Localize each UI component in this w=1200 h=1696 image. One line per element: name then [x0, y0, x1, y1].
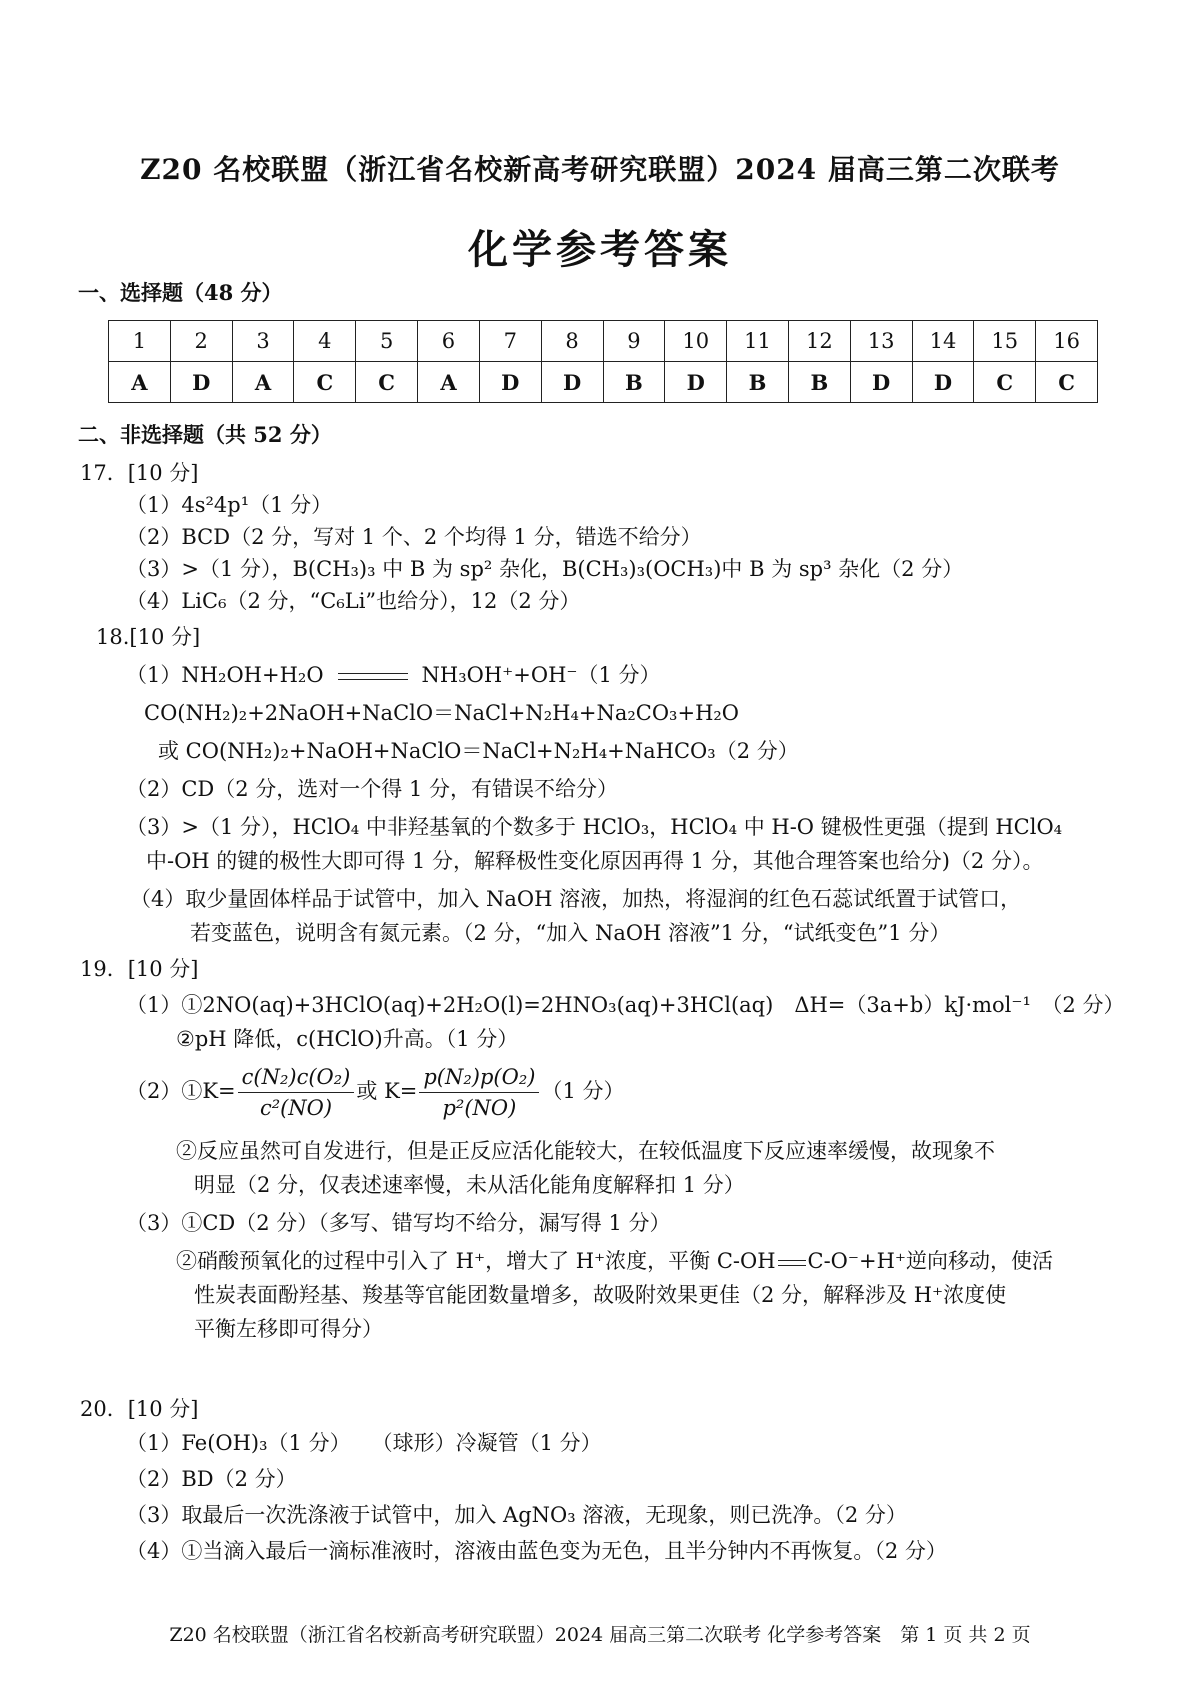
answer-cell: D [170, 362, 232, 403]
answer-line: （4）①当滴入最后一滴标准液时，溶液由蓝色变为无色，且半分钟内不再恢复。（2 分） [126, 1539, 947, 1563]
answer-cell: D [479, 362, 541, 403]
answer-cell: B [727, 362, 789, 403]
question-number: 13 [850, 321, 912, 362]
question-number-row [109, 321, 1098, 362]
answer-cell: D [665, 362, 727, 403]
question-number: 10 [665, 321, 727, 362]
answer-line: （4）LiC₆（2 分，“C₆Li”也给分），12（2 分） [126, 589, 581, 613]
question-number: 4 [294, 321, 356, 362]
question-20-heading: 20．[10 分] [80, 1397, 199, 1421]
question-number: 7 [479, 321, 541, 362]
equilibrium-arrow-icon [338, 670, 408, 684]
equilibrium-constant-line [126, 1062, 625, 1123]
answer-line: （1）4s²4p¹（1 分） [126, 493, 333, 517]
equilibrium-arrow-icon [778, 1258, 806, 1268]
document-subtitle: 化学参考答案 [468, 226, 732, 273]
answer-line: （1）①2NO(aq)+3HClO(aq)+2H₂O(l)=2HNO₃(aq)+3HCl(aq) ΔH=（3a+b）kJ·mol⁻¹ （2 分） [126, 993, 1125, 1017]
answer-text: C-O⁻+H⁺逆向移动，使活 [807, 1249, 1053, 1273]
answer-line: （3）>（1 分），B(CH₃)₃ 中 B 为 sp² 杂化，B(CH₃)₃(OCH₃)中 B 为 sp³ 杂化（2 分） [126, 557, 964, 581]
answer-line: （2）BCD（2 分，写对 1 个、2 个均得 1 分，错选不给分） [126, 525, 702, 549]
answer-cell: A [232, 362, 294, 403]
answer-cell: C [974, 362, 1036, 403]
question-number: 11 [727, 321, 789, 362]
equation-left: （1）NH₂OH+H₂O [126, 663, 324, 687]
question-number: 12 [788, 321, 850, 362]
answer-line: （1）Fe(OH)₃（1 分） （球形）冷凝管（1 分） [126, 1431, 602, 1455]
fraction-denominator: p²(NO) [442, 1096, 517, 1120]
answer-line: （4）取少量固体样品于试管中，加入 NaOH 溶液，加热，将湿润的红色石蕊试纸置于试管口， [130, 887, 1022, 911]
answer-line: 明显（2 分，仅表述速率慢，未从活化能角度解释扣 1 分） [194, 1173, 745, 1197]
section-non-choice-heading: 二、非选择题（共 52 分） [78, 422, 332, 447]
answer-cell: C [294, 362, 356, 403]
section-multiple-choice-heading: 一、选择题（48 分） [78, 280, 283, 305]
answer-line: （3）取最后一次洗涤液于试管中，加入 AgNO₃ 溶液，无现象，则已洗净。（2 分） [126, 1503, 907, 1527]
answer-line: 中-OH 的键的极性大即可得 1 分，解释极性变化原因再得 1 分，其他合理答案也给分)（2 分）。 [146, 849, 1044, 873]
answer-cell: D [850, 362, 912, 403]
question-number: 1 [109, 321, 171, 362]
answer-cell: D [912, 362, 974, 403]
answer-cell: B [603, 362, 665, 403]
answer-line: ②反应虽然可自发进行，但是正反应活化能较大，在较低温度下反应速率缓慢，故现象不 [176, 1139, 995, 1163]
question-number: 16 [1036, 321, 1098, 362]
question-number: 6 [418, 321, 480, 362]
fraction-kc [238, 1062, 355, 1123]
question-17-heading: 17．[10 分] [80, 461, 199, 485]
k-label: （2）①K= [126, 1079, 236, 1103]
question-number: 15 [974, 321, 1036, 362]
answer-cell: A [109, 362, 171, 403]
question-number: 2 [170, 321, 232, 362]
answer-line [126, 660, 661, 690]
answer-row [109, 362, 1098, 403]
answer-line: （3）>（1 分），HClO₄ 中非羟基氧的个数多于 HClO₃，HClO₄ 中 H-O 键极性更强（提到 HClO₄ [126, 815, 1063, 839]
answer-line: （3）①CD（2 分）（多写、错写均不给分，漏写得 1 分） [126, 1211, 671, 1235]
answer-line: 平衡左移即可得分） [194, 1317, 383, 1341]
score-note: （1 分） [541, 1079, 625, 1103]
question-number: 9 [603, 321, 665, 362]
answer-cell: A [418, 362, 480, 403]
exam-title: Z20 名校联盟（浙江省名校新高考研究联盟）2024 届高三第二次联考 [140, 153, 1060, 186]
question-number: 5 [356, 321, 418, 362]
fraction-numerator: c(N₂)c(O₂) [238, 1062, 355, 1093]
answer-line: （2）BD（2 分） [126, 1467, 297, 1491]
multiple-choice-answer-table [108, 320, 1098, 403]
answer-line [176, 1246, 1053, 1276]
question-18-heading: 18.[10 分] [96, 625, 201, 649]
page-footer: Z20 名校联盟（浙江省名校新高考研究联盟）2024 届高三第二次联考 化学参考答案 第 1 页 共 2 页 [169, 1624, 1031, 1646]
answer-line: （2）CD（2 分，选对一个得 1 分，有错误不给分） [126, 777, 619, 801]
answer-line: 若变蓝色，说明含有氮元素。（2 分，“加入 NaOH 溶液”1 分，“试纸变色”1 分） [190, 921, 951, 945]
question-19-heading: 19．[10 分] [80, 957, 199, 981]
equation-right: NH₃OH⁺+OH⁻（1 分） [421, 663, 661, 687]
answer-cell: C [356, 362, 418, 403]
question-number: 3 [232, 321, 294, 362]
answer-line: CO(NH₂)₂+2NaOH+NaClO＝NaCl+N₂H₄+Na₂CO₃+H₂O [144, 701, 740, 725]
question-number: 14 [912, 321, 974, 362]
fraction-denominator: c²(NO) [259, 1096, 333, 1120]
answer-cell: D [541, 362, 603, 403]
answer-cell: B [788, 362, 850, 403]
answer-text: ②硝酸预氧化的过程中引入了 H⁺，增大了 H⁺浓度，平衡 C-OH [176, 1249, 776, 1273]
fraction-numerator: p(N₂)p(O₂) [419, 1062, 539, 1093]
k-label-alt: 或 K= [356, 1079, 418, 1103]
fraction-kp [419, 1062, 539, 1123]
answer-line: 或 CO(NH₂)₂+NaOH+NaClO＝NaCl+N₂H₄+NaHCO₃（2 分） [158, 739, 799, 763]
answer-line: ②pH 降低，c(HClO)升高。（1 分） [176, 1027, 519, 1051]
question-number: 8 [541, 321, 603, 362]
answer-line: 性炭表面酚羟基、羧基等官能团数量增多，故吸附效果更佳（2 分，解释涉及 H⁺浓度使 [194, 1283, 1007, 1307]
answer-cell: C [1036, 362, 1098, 403]
